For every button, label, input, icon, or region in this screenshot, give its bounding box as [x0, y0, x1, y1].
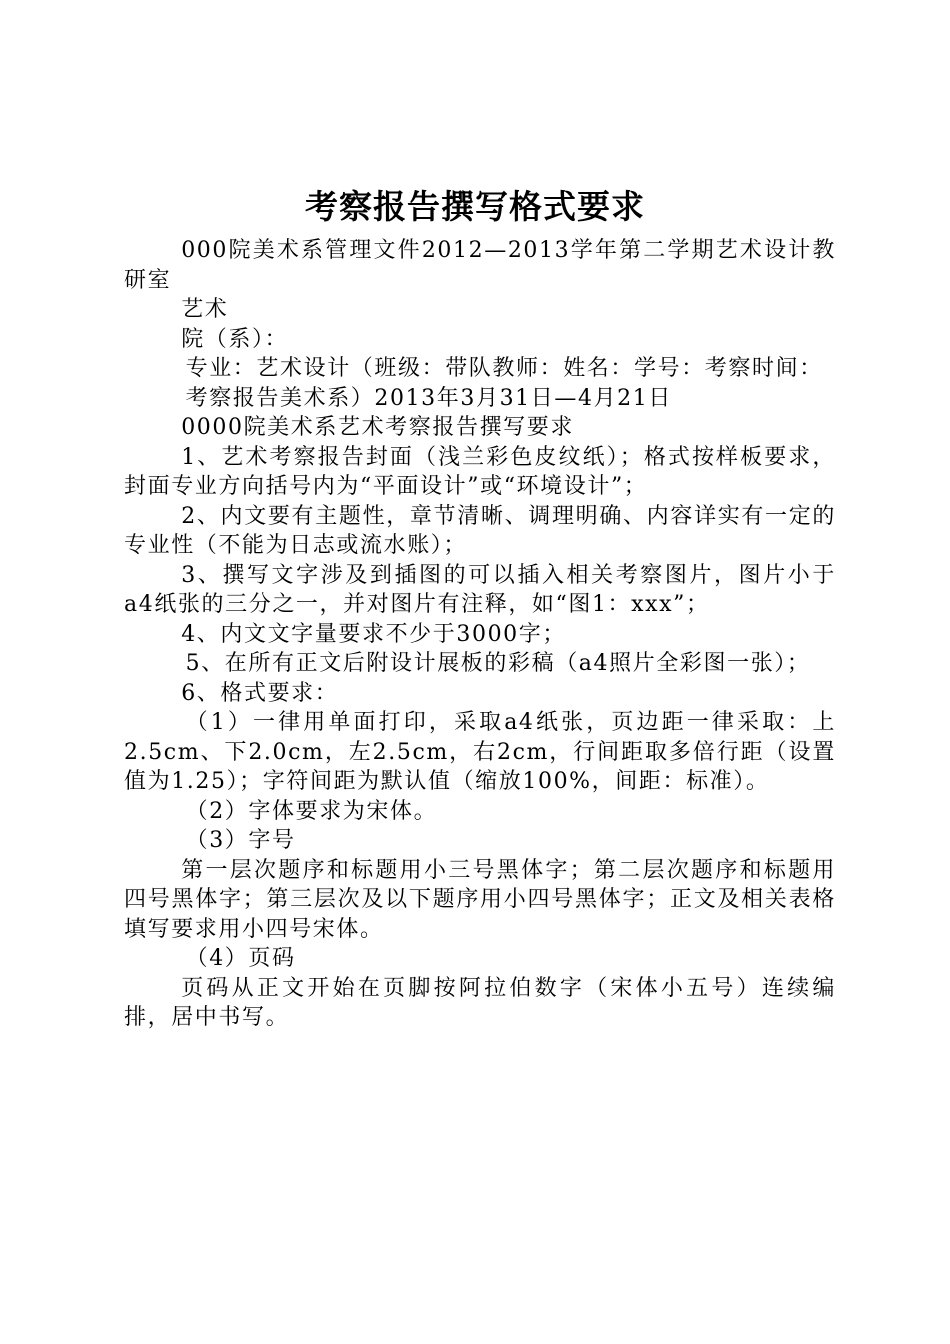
paragraph-header: 000院美术系管理文件2012—2013学年第二学期艺术设计教研室 [124, 238, 836, 293]
paragraph-art: 艺术 [181, 297, 229, 322]
paragraph-major: 专业：艺术设计（班级：带队教师：姓名：学号：考察时间： [185, 356, 823, 381]
paragraph-format-3: （3）字号 [185, 828, 296, 853]
paragraph-item-1: 1、艺术考察报告封面（浅兰彩色皮纹纸）；格式按样板要求，封面专业方向括号内为“平面设计”或“环境设计”； [124, 444, 836, 499]
paragraph-date: 考察报告美术系）2013年3月31日—4月21日 [185, 385, 672, 411]
paragraph-format-2: （2）字体要求为宋体。 [185, 798, 438, 824]
paragraph-item-2: 2、内文要有主题性，章节清晰、调理明确、内容详实有一定的专业性（不能为日志或流水账）； [124, 503, 836, 558]
paragraph-item-6: 6、格式要求： [181, 680, 339, 706]
paragraph-page-numbers: 页码从正文开始在页脚按阿拉伯数字（宋体小五号）连续编排，居中书写。 [124, 975, 836, 1030]
document-title: 考察报告撰写格式要求 [305, 187, 645, 226]
document-body [124, 236, 836, 1033]
paragraph-font-sizes: 第一层次题序和标题用小三号黑体字；第二层次题序和标题用四号黑体字；第三层次及以下题序用小四号黑体字；正文及相关表格填写要求用小四号宋体。 [124, 857, 836, 942]
paragraph-item-3: 3、撰写文字涉及到插图的可以插入相关考察图片，图片小于a4纸张的三分之一，并对图片有注释，如“图1：xxx”； [124, 562, 836, 617]
paragraph-requirements-heading: 0000院美术系艺术考察报告撰写要求 [181, 415, 574, 440]
paragraph-format-4: （4）页码 [185, 946, 296, 971]
paragraph-format-1: （1）一律用单面打印，采取a4纸张，页边距一律采取：上2.5cm、下2.0cm，左2.5cm，右2cm，行间距取多倍行距（设置值为1.25）；字符间距为默认值（缩放100%，间距：标准）。 [124, 710, 836, 794]
paragraph-item-4: 4、内文文字量要求不少于3000字； [181, 621, 566, 647]
paragraph-item-5: 5、在所有正文后附设计展板的彩稿（a4照片全彩图一张）； [185, 651, 811, 676]
paragraph-department: 院（系）： [181, 326, 289, 352]
